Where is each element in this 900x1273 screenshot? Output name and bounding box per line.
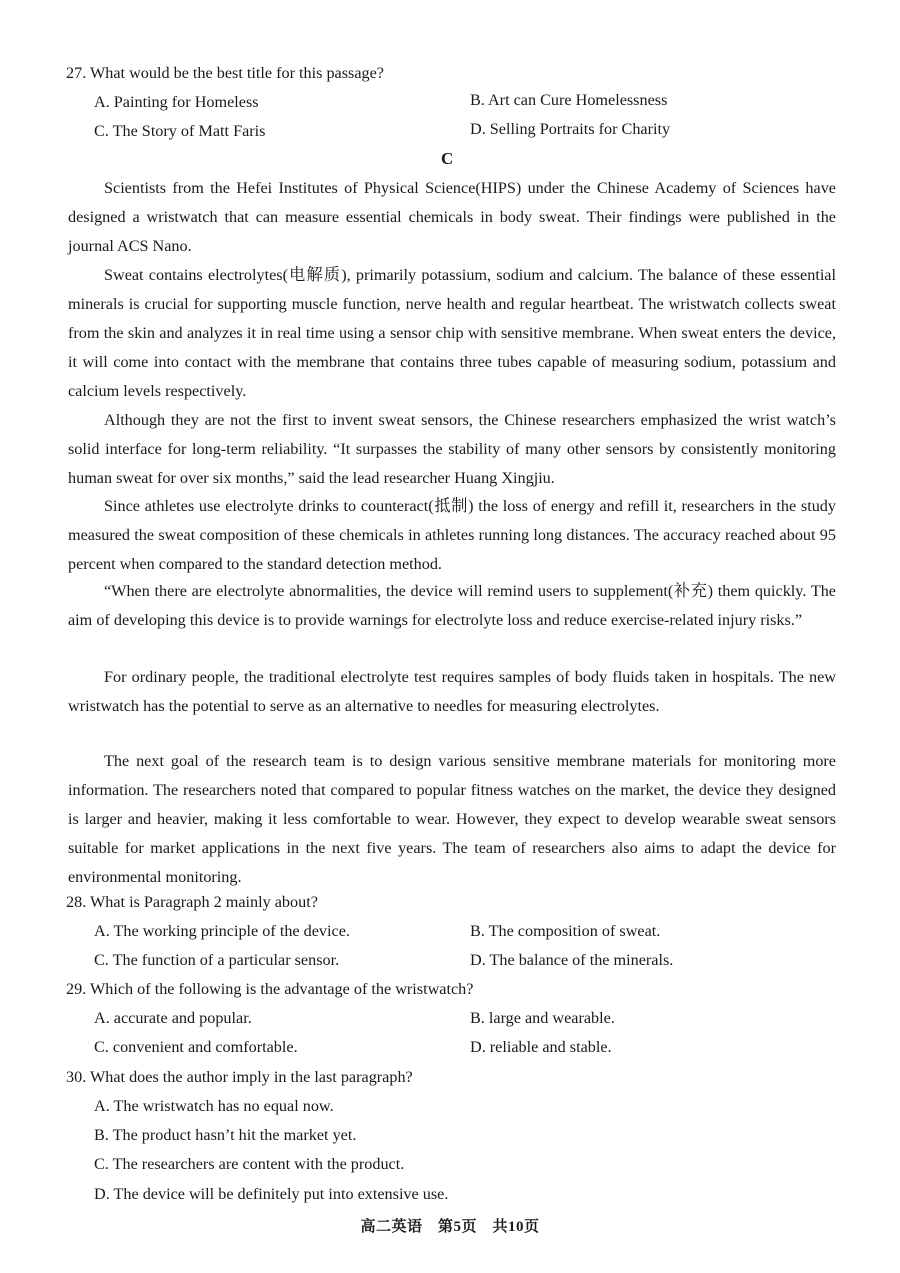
passage-paragraph-2: Sweat contains electrolytes(电解质), primarily potassium, sodium and calcium. The balance of these essential minerals is crucial for supporting muscle function, nerve health and regular heartbeat. The wristwatch collects sweat from the skin and analyzes it in real time using a sensor chip with sensitive membrane. When sweat enters the device, it will come into contact with the membrane that contains three tubes capable of measuring sodium, potassium and calcium levels respectively. (68, 266, 836, 400)
passage-paragraph-6: For ordinary people, the traditional electrolyte test requires samples of body fluids taken in hospitals. The new wristwatch has the potential to serve as an alternative to needles for measuring electrolytes. (68, 668, 836, 715)
q28-option-d: D. The balance of the minerals. (470, 951, 674, 969)
q27-option-b: B. Art can Cure Homelessness (470, 91, 668, 109)
page-footer: 高二英语 第5页 共10页 (360, 1219, 540, 1235)
q27-option-a: A. Painting for Homeless (94, 93, 259, 111)
passage-paragraph-4: Since athletes use electrolyte drinks to counteract(抵制) the loss of energy and refill it, researchers in the study measured the sweat composition of these chemicals in athletes running long distances. The accuracy reached about 95 percent when compared to the standard detection method. (68, 497, 836, 573)
q28-option-c: C. The function of a particular sensor. (94, 951, 340, 969)
q30-option-b: B. The product hasn’t hit the market yet. (94, 1126, 357, 1144)
q29-option-b: B. large and wearable. (470, 1009, 615, 1027)
passage-paragraph-3: Although they are not the first to invent sweat sensors, the Chinese researchers emphasized the wrist watch’s solid interface for long-term reliability. “It surpasses the stability of many other sensors by consistently monitoring human sweat for over six months,” said the lead researcher Huang Xingjiu. (68, 411, 836, 487)
q28-option-a: A. The working principle of the device. (94, 922, 350, 940)
question-29: 29. Which of the following is the advantage of the wristwatch? (66, 980, 474, 998)
q30-option-c: C. The researchers are content with the product. (94, 1155, 405, 1173)
q27-option-c: C. The Story of Matt Faris (94, 122, 266, 140)
question-30: 30. What does the author imply in the last paragraph? (66, 1068, 413, 1086)
passage-paragraph-5: “When there are electrolyte abnormalities, the device will remind users to supplement(补充) them quickly. The aim of developing this device is to provide warnings for electrolyte loss and reduce exercise-related injury risks.” (68, 582, 836, 629)
q27-option-d: D. Selling Portraits for Charity (470, 120, 671, 138)
section-heading: C (441, 149, 454, 168)
q28-option-b: B. The composition of sweat. (470, 922, 661, 940)
q29-option-c: C. convenient and comfortable. (94, 1038, 298, 1056)
passage-paragraph-7: The next goal of the research team is to design various sensitive membrane materials for monitoring more information. The researchers noted that compared to popular fitness watches on the market, the device they designed is larger and heavier, making it less comfortable to wear. However, they expect to develop wearable sweat sensors suitable for market applications in the next five years. The team of researchers also aims to adapt the device for environmental monitoring. (68, 752, 836, 886)
q30-option-a: A. The wristwatch has no equal now. (94, 1097, 334, 1115)
question-27: 27. What would be the best title for this passage? (66, 64, 384, 82)
question-28: 28. What is Paragraph 2 mainly about? (66, 893, 318, 911)
passage-paragraph-1: Scientists from the Hefei Institutes of Physical Science(HIPS) under the Chinese Academy of Sciences have designed a wristwatch that can measure essential chemicals in body sweat. Their findings were published in the journal ACS Nano. (68, 179, 836, 255)
q29-option-d: D. reliable and stable. (470, 1038, 612, 1056)
q30-option-d: D. The device will be definitely put into extensive use. (94, 1185, 449, 1203)
q29-option-a: A. accurate and popular. (94, 1009, 252, 1027)
